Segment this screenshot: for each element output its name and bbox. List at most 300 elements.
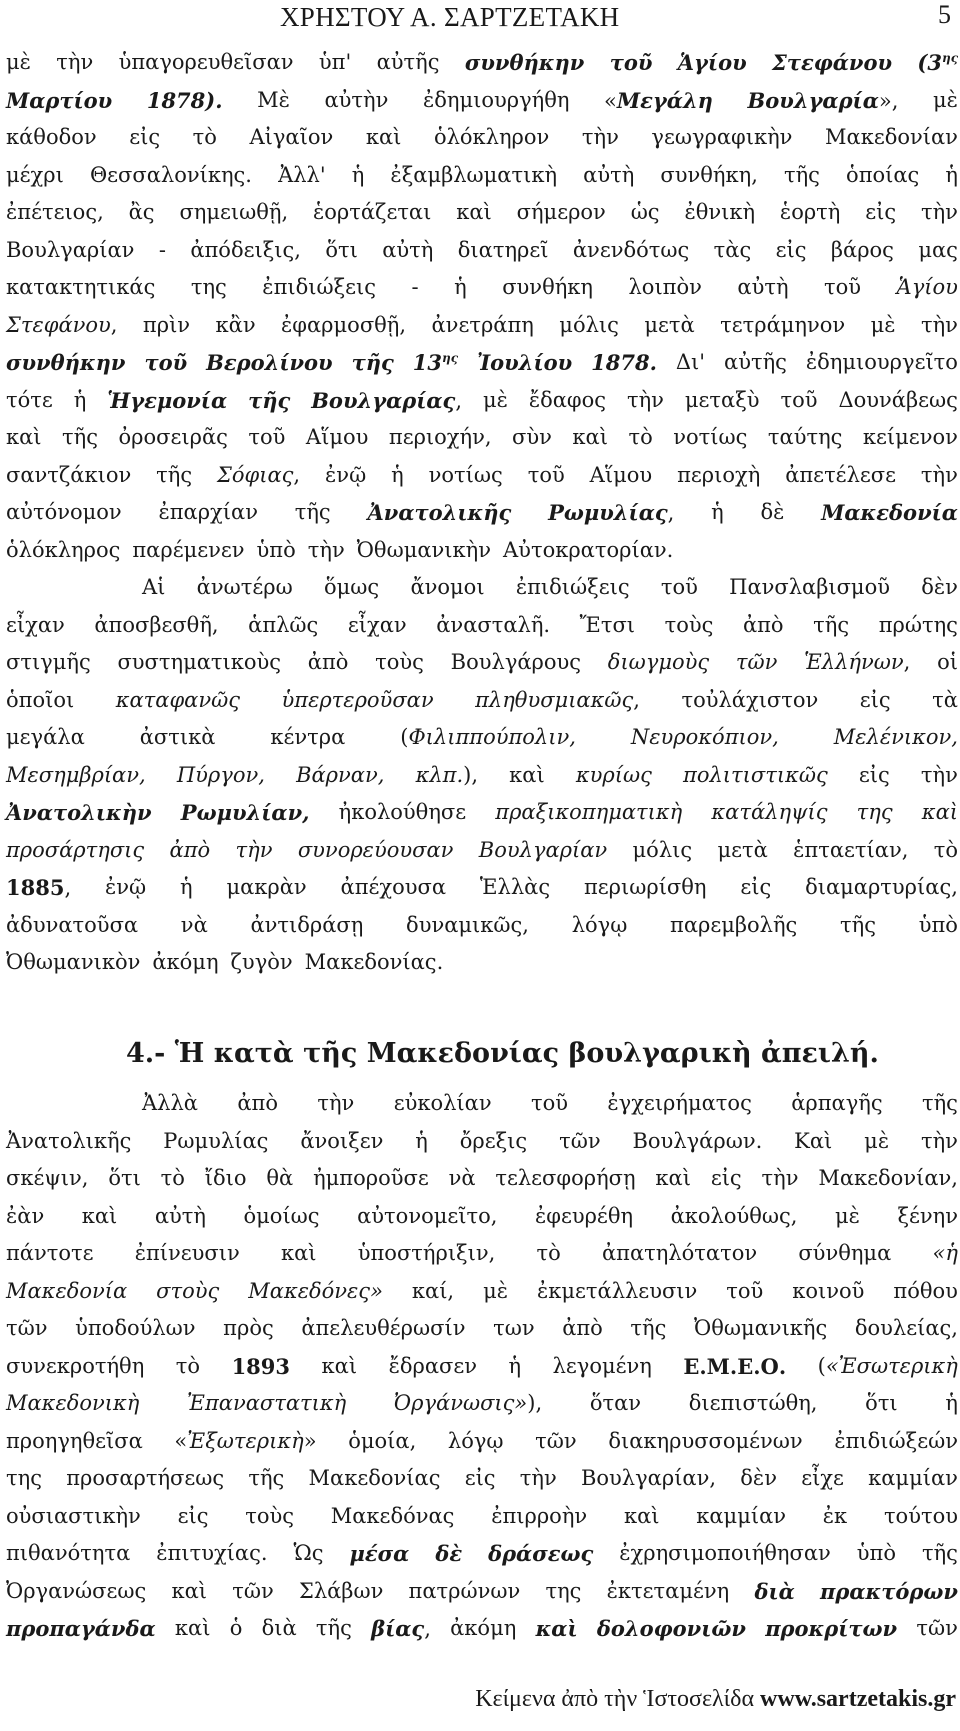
header-title: ΧΡΗΣΤΟΥ Α. ΣΑΡΤΖΕΤΑΚΗ	[280, 2, 620, 32]
word	[736, 644, 778, 682]
word	[306, 419, 368, 457]
text-run: Αὐτοκρατορίαν.	[503, 537, 674, 562]
text-run: Θεσσαλονίκης.	[89, 162, 252, 187]
word	[818, 1348, 958, 1386]
text-run: τοὺς	[664, 612, 714, 637]
text-run: τῆς	[315, 1616, 352, 1640]
text-run: τῆς	[156, 462, 193, 487]
word	[434, 119, 549, 157]
text-line	[6, 607, 958, 645]
text-run: κείμενον	[862, 425, 958, 449]
word	[608, 1423, 802, 1461]
word	[423, 82, 570, 120]
text-run: μὲ	[834, 1203, 860, 1228]
word	[932, 1235, 957, 1273]
word	[6, 1160, 88, 1198]
text-line	[6, 344, 958, 382]
word	[509, 757, 545, 795]
word	[840, 907, 876, 945]
word	[82, 1198, 118, 1236]
word	[573, 232, 689, 270]
word	[785, 457, 896, 495]
word	[879, 607, 958, 645]
text-run: προκρίτων	[765, 1616, 898, 1641]
word	[389, 419, 492, 457]
text-run: τὰς	[713, 237, 752, 262]
word	[813, 607, 849, 645]
word	[394, 1085, 492, 1123]
text-run: τοῦ	[780, 387, 818, 412]
word	[298, 832, 454, 870]
text-run: «	[604, 88, 617, 113]
text-run: (	[400, 725, 409, 749]
word	[456, 194, 492, 232]
text-run: δουλείας,	[854, 1316, 958, 1340]
word	[6, 607, 65, 645]
word	[281, 307, 406, 345]
word	[6, 944, 146, 982]
word	[282, 682, 434, 720]
text-run: 1885	[6, 875, 65, 900]
text-run: τελεσφορήσῃ	[495, 1166, 636, 1190]
word	[299, 1573, 383, 1611]
word	[406, 907, 529, 945]
text-line	[6, 382, 958, 420]
word	[449, 1160, 476, 1198]
word	[597, 1610, 746, 1648]
text-run: τὴν	[317, 1091, 355, 1115]
word	[921, 1123, 958, 1161]
text-run: Μεσημβρίαν,	[6, 762, 146, 787]
word	[632, 1123, 762, 1161]
text-run: δὲ	[760, 500, 785, 524]
text-run: ὁποῖοι	[6, 687, 75, 712]
text-run: Φιλιππούπολιν,	[408, 725, 576, 749]
word	[831, 232, 894, 270]
text-run: εἶχαν	[347, 612, 407, 637]
text-run: Βερολίνου	[206, 350, 333, 375]
word	[129, 194, 155, 232]
word	[300, 1123, 383, 1161]
text-run: ἐδημιουργήθη	[422, 87, 570, 112]
text-line	[6, 907, 958, 945]
word	[366, 119, 402, 157]
text-run: ἐπιρροὴν	[491, 1503, 588, 1528]
text-run: μεταξὺ	[684, 387, 760, 412]
text-run: ,	[424, 1617, 431, 1641]
word	[144, 344, 187, 382]
text-run: ἡ	[945, 162, 958, 187]
word	[367, 494, 511, 532]
word	[6, 832, 144, 870]
word	[922, 794, 958, 832]
text-run: ὑπὸ	[856, 1541, 896, 1565]
text-line	[6, 794, 958, 832]
word	[711, 794, 827, 832]
word	[717, 832, 767, 870]
text-run: ὅταν	[589, 1391, 642, 1415]
word	[683, 757, 828, 795]
word	[562, 1310, 603, 1348]
text-run: Βουλγαρία	[747, 87, 879, 113]
word	[801, 1460, 844, 1498]
text-run: εἰς	[859, 687, 891, 712]
text-run: ἐνῷ	[325, 462, 367, 487]
text-run: Ἔτσι	[579, 612, 636, 637]
word	[262, 1610, 297, 1648]
word	[313, 1160, 429, 1198]
word	[590, 457, 652, 495]
text-run: ἡ	[415, 1128, 428, 1153]
word	[582, 119, 619, 157]
word	[784, 157, 820, 195]
text-run: ),	[463, 762, 479, 787]
word	[244, 1198, 320, 1236]
word	[584, 869, 707, 907]
text-line	[6, 269, 958, 307]
word	[503, 532, 679, 570]
text-run: σὺν	[512, 425, 552, 449]
text-line	[6, 682, 958, 720]
word	[156, 457, 192, 495]
word	[918, 232, 958, 270]
text-run: ἠκολούθησε	[338, 800, 467, 824]
text-run: στοὺς	[156, 1278, 220, 1303]
text-run: τῶν	[916, 1616, 958, 1640]
word	[135, 1235, 240, 1273]
text-run: Μακεδονίας.	[304, 950, 444, 974]
text-run: περιοχήν,	[388, 425, 492, 449]
text-line	[6, 419, 958, 457]
word	[6, 907, 138, 945]
text-run: ἁπλῶς	[248, 612, 319, 637]
word	[479, 832, 607, 870]
word	[495, 1160, 635, 1198]
text-run: τὰ	[932, 687, 958, 712]
text-run: τοῦ	[248, 425, 286, 449]
word	[6, 1198, 44, 1236]
word	[864, 1123, 889, 1161]
word	[6, 269, 155, 307]
word	[897, 1198, 958, 1236]
text-run: τοῦ	[824, 275, 862, 299]
word	[352, 157, 365, 195]
word	[197, 569, 293, 607]
text-line	[6, 1273, 958, 1311]
text-run: ἐξαμβλωματικὴ	[390, 162, 558, 187]
word	[491, 1498, 587, 1536]
word	[348, 1423, 416, 1461]
text-run: ὅτι	[325, 237, 358, 262]
text-run: διωγμοὺς	[607, 650, 710, 674]
text-run: της	[856, 800, 893, 824]
word	[689, 1385, 818, 1423]
word	[324, 569, 379, 607]
text-line	[6, 1198, 958, 1236]
text-run: παρεμβολῆς	[670, 912, 798, 937]
text-run: μέσα	[349, 1541, 410, 1566]
text-run: τοὺς	[245, 1503, 294, 1528]
text-run: Βάρναν,	[296, 762, 385, 787]
text-run: Μεγάλη	[616, 87, 713, 113]
text-run: πατρώνων	[408, 1578, 521, 1603]
text-run: τῶν	[535, 1428, 577, 1453]
word	[357, 1198, 497, 1236]
word	[6, 682, 74, 720]
word	[661, 569, 698, 607]
text-run: ἡ	[391, 462, 404, 487]
text-line	[6, 757, 958, 795]
text-run: Ἁγίου	[896, 275, 958, 299]
word	[231, 944, 299, 982]
text-run: πληθυσμιακῶς	[475, 687, 634, 712]
word	[576, 757, 652, 795]
text-run: στιγμῆς	[6, 650, 91, 674]
word	[6, 757, 146, 795]
word	[921, 307, 958, 345]
text-run: τῆς	[62, 425, 99, 449]
word	[313, 194, 431, 232]
text-run: Ρωμυλίαν,	[180, 800, 310, 825]
word	[488, 1535, 593, 1573]
text-run: προπαγάνδα	[6, 1616, 156, 1641]
word	[516, 569, 630, 607]
word	[232, 1348, 290, 1386]
word	[371, 1610, 431, 1648]
text-run: μας	[918, 237, 958, 262]
word	[193, 119, 217, 157]
word	[871, 307, 896, 345]
word	[429, 457, 503, 495]
text-run: ἄνοιξεν	[300, 1128, 384, 1153]
word	[857, 1535, 896, 1573]
text-run: καὶ	[655, 1166, 691, 1190]
text-run: Μακεδονίας	[308, 1466, 441, 1490]
word	[350, 1535, 410, 1573]
word	[142, 569, 165, 607]
word	[590, 1385, 641, 1423]
text-run: των	[493, 1316, 535, 1340]
word	[170, 832, 211, 870]
word	[206, 344, 333, 382]
word	[824, 269, 861, 307]
word	[678, 44, 747, 82]
word	[450, 1610, 516, 1648]
word	[917, 44, 958, 82]
text-run: αὐτὴ	[382, 237, 434, 262]
text-run: ταύτης	[767, 425, 843, 449]
text-run: καὶ	[6, 425, 42, 449]
word	[754, 1573, 794, 1611]
word	[152, 944, 224, 982]
superscript: ης	[441, 351, 458, 365]
word	[559, 1123, 601, 1161]
word	[921, 194, 958, 232]
text-run: ἐχρησιμοποιήθησαν	[619, 1541, 831, 1565]
text-run: Ἀνατολικῆς	[367, 500, 512, 525]
word	[919, 907, 958, 945]
text-run: καὶ	[171, 1578, 208, 1603]
word	[863, 419, 958, 457]
text-run: πολιτιστικῶς	[683, 762, 828, 787]
text-run: τῆς	[783, 162, 820, 187]
word	[216, 307, 256, 345]
word	[531, 1085, 568, 1123]
word	[155, 1198, 206, 1236]
text-run: ὑπερτεροῦσαν	[281, 687, 434, 712]
text-run: εἰς	[740, 875, 772, 899]
text-run: ἀποσβεσθῆ,	[94, 612, 219, 637]
word	[140, 719, 216, 757]
word	[922, 1085, 958, 1123]
word	[821, 494, 958, 532]
text-run: ἀνωτέρω	[196, 575, 293, 599]
text-run: εἰς	[464, 1466, 496, 1490]
text-run: τῆς	[248, 387, 291, 413]
text-line	[6, 157, 958, 195]
word	[163, 1123, 268, 1161]
text-run: ἁρπαγῆς	[791, 1091, 883, 1115]
text-line	[6, 1348, 958, 1386]
word	[90, 157, 252, 195]
text-run: τὴν	[626, 387, 664, 412]
word	[553, 1348, 652, 1386]
text-line	[6, 1123, 958, 1161]
text-run: δὲν	[740, 1466, 777, 1490]
text-run: καὶ	[81, 1203, 118, 1228]
text-run: μακρὰν	[226, 875, 307, 899]
text-run: μετὰ	[644, 312, 695, 337]
text-run: τῆς	[351, 350, 394, 375]
word	[572, 907, 628, 945]
word	[6, 1460, 42, 1498]
word	[760, 494, 784, 532]
word	[6, 1385, 139, 1423]
text-run: Μακεδονία	[821, 500, 958, 525]
text-line	[6, 494, 958, 532]
word	[860, 682, 891, 720]
word	[6, 719, 85, 757]
text-run: ἄνομοι	[410, 575, 485, 599]
word	[294, 1535, 324, 1573]
text-run: ὑποστήριξιν,	[357, 1241, 496, 1265]
word	[132, 532, 250, 570]
text-run: κυρίως	[575, 762, 652, 787]
word	[6, 232, 134, 270]
text-line	[6, 944, 958, 982]
word	[181, 907, 208, 945]
text-run: συνθήκη,	[660, 162, 758, 187]
text-run: ἐπίνευσιν	[134, 1241, 240, 1265]
word	[230, 1610, 243, 1648]
text-run: τῆς	[921, 1091, 958, 1115]
word	[6, 194, 104, 232]
text-run: βάρος	[830, 237, 894, 262]
text-run: Ἰουλίου	[476, 350, 573, 375]
text-run: λοιπὸν	[628, 275, 702, 299]
word	[512, 419, 552, 457]
text-run: ἡ	[945, 1391, 958, 1415]
word	[308, 532, 351, 570]
text-run: τοῦ	[609, 50, 653, 75]
word	[806, 344, 958, 382]
text-run: κατάληψίς	[711, 800, 828, 824]
word	[780, 382, 817, 420]
text-run: ὑποδούλων	[75, 1316, 196, 1340]
text-run: βίας	[371, 1616, 425, 1641]
word	[105, 869, 146, 907]
word	[143, 307, 190, 345]
word	[748, 82, 899, 120]
text-run: πραξικοπηματικὴ	[495, 800, 683, 824]
word	[382, 232, 433, 270]
word	[934, 832, 958, 870]
word	[893, 1273, 958, 1311]
word	[768, 419, 843, 457]
text-run: ἐπιτυχίας.	[156, 1541, 268, 1565]
word	[6, 419, 42, 457]
text-run: ἐπέτειος,	[6, 200, 104, 224]
text-run: μὲ	[482, 387, 508, 412]
text-run: ,	[293, 462, 301, 487]
text-run: Ἡγεμονία	[107, 387, 228, 413]
text-line	[6, 194, 958, 232]
text-run: Στεφάνου	[772, 50, 893, 75]
text-run: διακηρυσσομένων	[608, 1428, 803, 1453]
word	[448, 1423, 504, 1461]
text-run: ἀστικὰ	[139, 725, 216, 749]
footer-url: www.sartzetakis.gr	[760, 1686, 956, 1712]
text-run: Πανσλαβισμοῦ	[729, 575, 890, 599]
footer-label: Κείμενα ἀπὸ τὴν Ἱστοσελίδα	[475, 1686, 755, 1712]
text-run: νὰ	[180, 912, 208, 937]
word	[375, 644, 424, 682]
word	[624, 1498, 660, 1536]
body-text-section-1	[6, 44, 958, 982]
word	[390, 157, 557, 195]
word	[257, 82, 290, 120]
word	[175, 1610, 211, 1648]
word	[377, 44, 440, 82]
text-run: αὐτόνομον	[6, 500, 122, 524]
word	[780, 194, 840, 232]
text-line	[6, 644, 958, 682]
word	[6, 1235, 94, 1273]
word	[884, 1498, 958, 1536]
word	[6, 82, 112, 120]
word	[322, 1348, 358, 1386]
text-run: πρὸς	[223, 1316, 274, 1340]
text-run: συστηματικοὺς	[117, 650, 282, 674]
word	[921, 457, 958, 495]
word	[743, 607, 784, 645]
word	[823, 1498, 847, 1536]
word	[66, 1460, 224, 1498]
text-run: ἐκμετάλλευσιν	[536, 1278, 698, 1303]
text-line	[6, 1610, 958, 1648]
text-line	[6, 307, 958, 345]
text-run: δυναμικῶς,	[406, 912, 529, 937]
word	[619, 1535, 831, 1573]
text-run: ἀπὸ	[307, 650, 349, 674]
word	[176, 1348, 200, 1386]
text-run: τὴν	[761, 1166, 799, 1190]
word	[6, 1310, 48, 1348]
text-run: ὡς	[630, 200, 660, 224]
text-run: αὐτονομεῖτο,	[357, 1203, 498, 1228]
word	[415, 1123, 428, 1161]
text-run: ἐὰν	[6, 1203, 45, 1228]
